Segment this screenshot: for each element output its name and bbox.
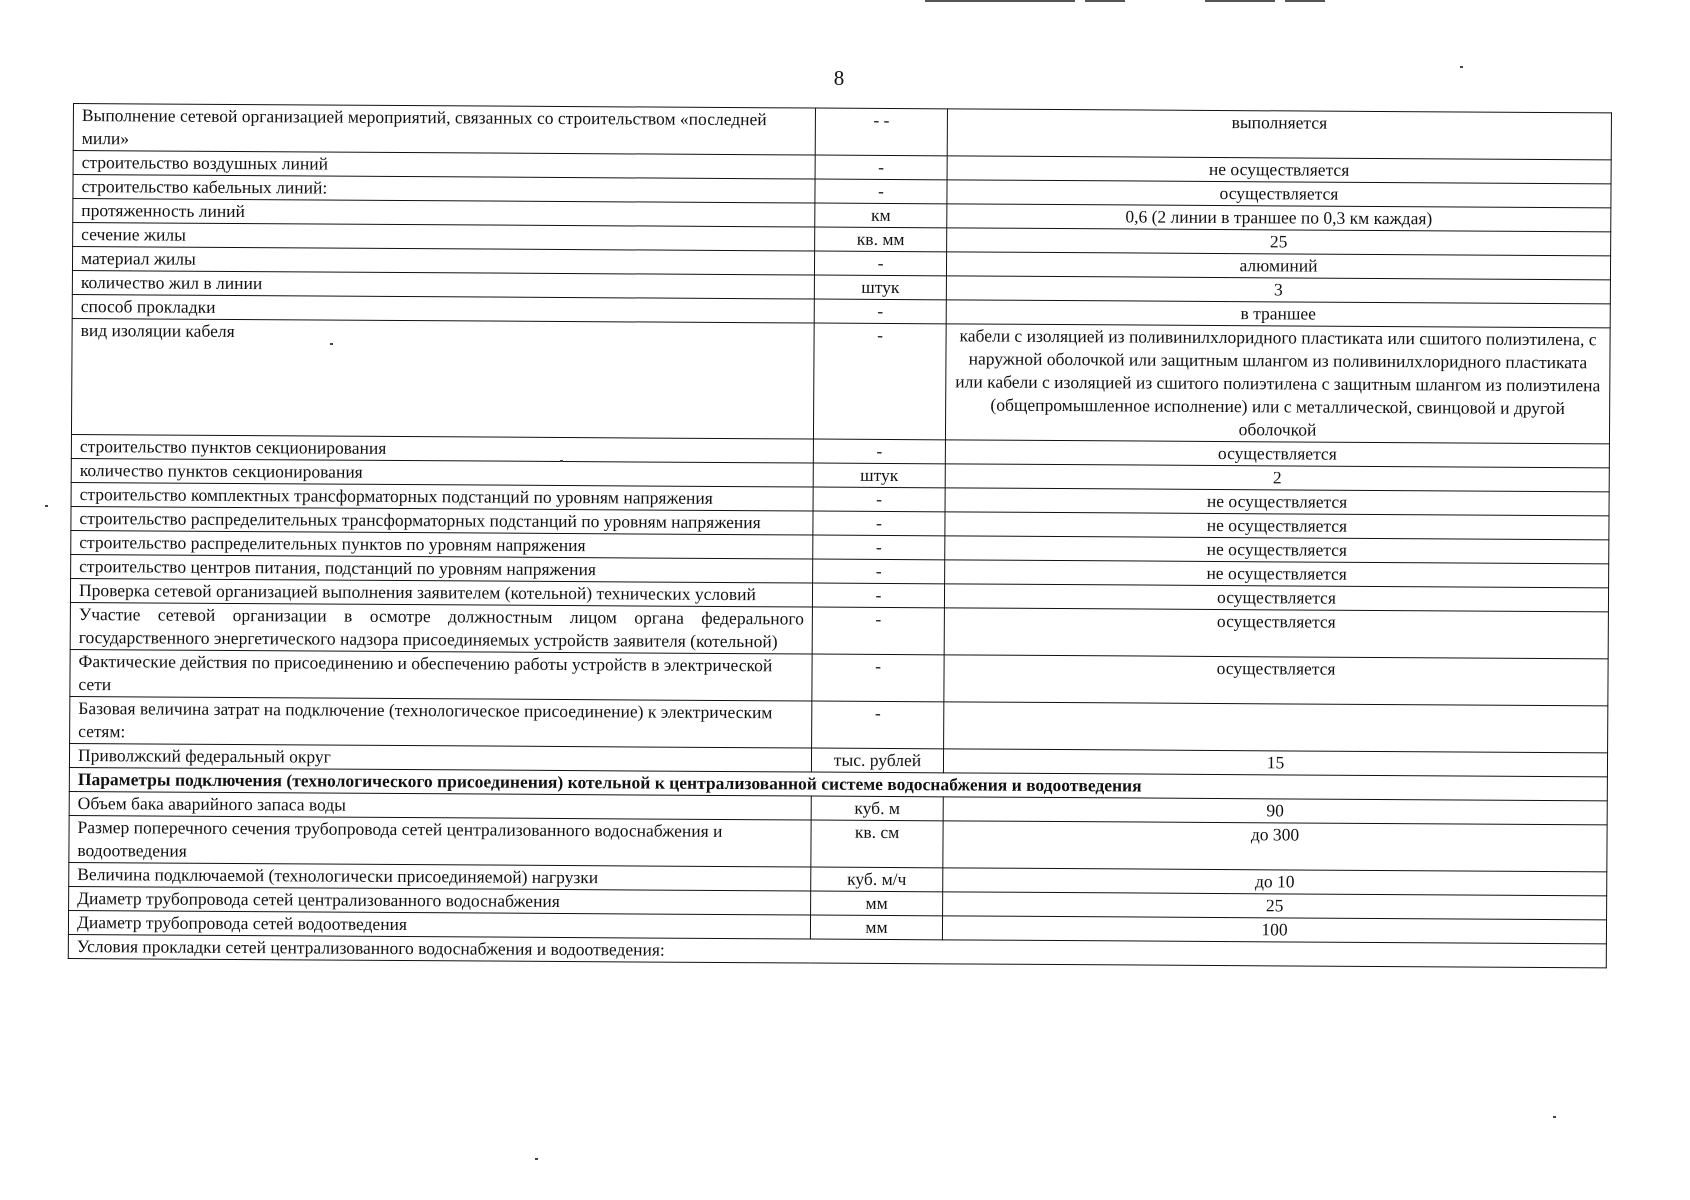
row-value: осуществляется bbox=[944, 584, 1608, 612]
row-value: алюминий bbox=[946, 252, 1610, 280]
row-unit: - bbox=[812, 583, 944, 608]
row-unit: - bbox=[815, 179, 947, 204]
row-name: сечение жилы bbox=[73, 223, 815, 252]
row-unit: куб. м bbox=[811, 796, 943, 821]
row-name: строительство кабельных линий: bbox=[73, 175, 815, 204]
row-value: 25 bbox=[947, 228, 1611, 256]
row-value: в траншее bbox=[946, 300, 1610, 328]
row-unit: кв. см bbox=[811, 820, 943, 868]
row-name: материал жилы bbox=[72, 247, 814, 276]
row-name: Диаметр трубопровода сетей водоотведения bbox=[68, 910, 810, 939]
row-name: протяженность линий bbox=[73, 199, 815, 228]
row-name: Приволжский федеральный округ bbox=[69, 743, 811, 772]
row-unit: штук bbox=[814, 275, 946, 300]
row-value: не осуществляется bbox=[945, 488, 1609, 516]
parameters-table bbox=[68, 103, 1612, 968]
row-name: строительство распределительных трансформаторных подстанций по уровням напряжения bbox=[71, 506, 813, 535]
scan-speck bbox=[45, 505, 48, 507]
row-unit: - bbox=[813, 535, 945, 560]
water-section-title: Параметры подключения (технологического присоединения) котельной к централизованной системе водоснабжения и водоотведения bbox=[69, 767, 1607, 800]
row-name: строительство распределительных пунктов по уровням напряжения bbox=[71, 530, 813, 559]
row-value: осуществляется bbox=[945, 440, 1609, 468]
row-unit: - bbox=[812, 607, 944, 655]
row-name: Фактические действия по присоединению и обеспечению работы устройств в электрической сети bbox=[70, 649, 812, 701]
row-value: 100 bbox=[942, 916, 1606, 944]
row-value: не осуществляется bbox=[945, 512, 1609, 540]
row-unit: - bbox=[813, 439, 945, 464]
row-unit: - bbox=[813, 559, 945, 584]
row-unit: куб. м/ч bbox=[811, 867, 943, 892]
row-value: осуществляется bbox=[944, 655, 1608, 706]
row-unit: мм bbox=[810, 915, 942, 940]
row-value: кабели с изоляцией из поливинилхлоридного пластиката или сшитого полиэтилена, с наружной оболочкой или защитным шлангом из поливинилхлоридного пластиката или кабели с изоляцией из сшитого полиэтилена с защитным шлангом из полиэтилена (общепромышленное исполнение) или с металлической, свинцовой и другой оболочкой bbox=[945, 324, 1610, 444]
row-value: осуществляется bbox=[947, 180, 1611, 208]
row-unit: - bbox=[814, 251, 946, 276]
row-value: 15 bbox=[943, 749, 1607, 777]
row-unit: - bbox=[812, 654, 944, 702]
row-value: не осуществляется bbox=[947, 156, 1611, 184]
row-name: строительство воздушных линий bbox=[73, 151, 815, 180]
row-unit: - bbox=[813, 323, 946, 440]
row-name: способ прокладки bbox=[72, 294, 814, 323]
row-unit: мм bbox=[811, 891, 943, 916]
row-name: строительство комплектных трансформаторных подстанций по уровням напряжения bbox=[71, 482, 813, 511]
row-unit: - bbox=[813, 487, 945, 512]
row-name: Объем бака аварийного запаса воды bbox=[69, 791, 811, 820]
row-value: не осуществляется bbox=[945, 560, 1609, 588]
row-unit: - - bbox=[815, 108, 947, 156]
row-value bbox=[944, 702, 1608, 753]
row-unit: кв. мм bbox=[815, 227, 947, 252]
row-unit: - bbox=[813, 511, 945, 536]
row-value: не осуществляется bbox=[945, 536, 1609, 564]
scan-artifact-top bbox=[925, 0, 1345, 3]
row-name: строительство центров питания, подстанций по уровням напряжения bbox=[71, 554, 813, 583]
row-name: Участие сетевой организации в осмотре должностным лицом органа федерального государственного энергетического надзора присоединяемых устройств заявителя (котельной) bbox=[70, 602, 812, 654]
row-name: вид изоляции кабеля bbox=[71, 318, 814, 439]
row-name: Диаметр трубопровода сетей централизованного водоснабжения bbox=[69, 886, 811, 915]
row-name: Условия прокладки сетей централизованного водоснабжения и водоотведения: bbox=[68, 934, 1606, 967]
row-name: Величина подключаемой (технологически присоединяемой) нагрузки bbox=[69, 862, 811, 891]
row-unit: км bbox=[815, 203, 947, 228]
row-value: выполняется bbox=[947, 109, 1611, 160]
row-name: количество пунктов секционирования bbox=[71, 458, 813, 487]
row-unit: - bbox=[812, 701, 944, 749]
row-name: строительство пунктов секционирования bbox=[71, 434, 813, 463]
row-value: 0,6 (2 линии в траншее по 0,3 км каждая) bbox=[947, 204, 1611, 232]
row-unit: тыс. рублей bbox=[811, 748, 943, 773]
row-unit: - bbox=[814, 299, 946, 324]
row-unit: - bbox=[815, 155, 947, 180]
row-unit: штук bbox=[813, 463, 945, 488]
scan-speck bbox=[560, 460, 563, 462]
row-name: Проверка сетевой организацией выполнения заявителем (котельной) технических условий bbox=[70, 578, 812, 607]
row-name: Базовая величина затрат на подключение (технологическое присоединение) к электрическим сетям: bbox=[70, 696, 812, 748]
scan-speck bbox=[535, 1158, 538, 1160]
row-value: осуществляется bbox=[944, 608, 1608, 659]
table-row bbox=[71, 318, 1610, 443]
scan-speck bbox=[330, 343, 333, 345]
row-value: 2 bbox=[945, 464, 1609, 492]
row-value: до 300 bbox=[943, 821, 1607, 872]
row-value: до 10 bbox=[943, 868, 1607, 896]
page-number: 8 bbox=[833, 66, 845, 90]
scan-speck bbox=[1460, 66, 1463, 68]
row-name: количество жил в линии bbox=[72, 270, 814, 299]
row-name: Выполнение сетевой организацией мероприятий, связанных со строительством «последней мили» bbox=[73, 104, 815, 156]
row-value: 25 bbox=[943, 892, 1607, 920]
scan-speck bbox=[1553, 1116, 1556, 1118]
row-value: 3 bbox=[946, 276, 1610, 304]
row-name: Размер поперечного сечения трубопровода сетей централизованного водоснабжения и водоотведения bbox=[69, 815, 811, 867]
row-value: 90 bbox=[943, 797, 1607, 825]
